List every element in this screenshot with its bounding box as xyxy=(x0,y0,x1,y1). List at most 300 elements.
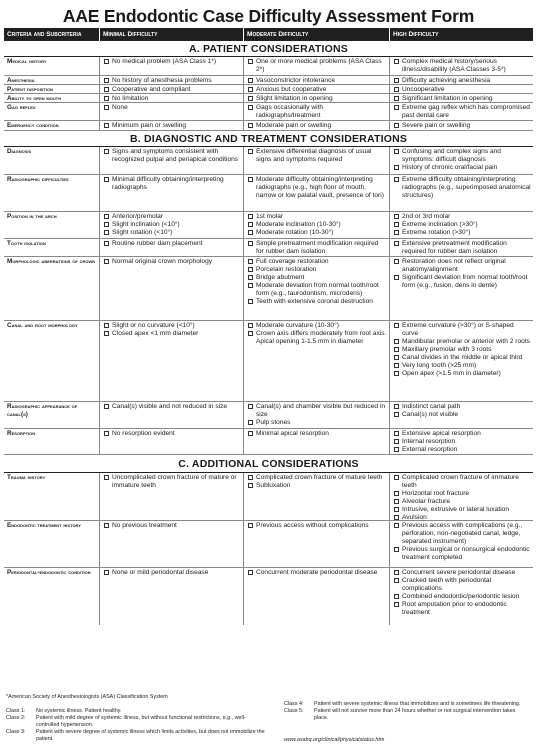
checkbox[interactable] xyxy=(394,507,399,512)
checklist-item xyxy=(247,298,387,306)
checklist-item xyxy=(393,354,531,362)
checkbox[interactable] xyxy=(394,347,399,352)
criteria-label: Tooth isolation xyxy=(7,240,46,247)
checkbox[interactable] xyxy=(104,96,109,101)
checkbox[interactable] xyxy=(104,404,109,409)
checkbox[interactable] xyxy=(394,230,399,235)
moderate-difficulty-cell xyxy=(243,321,389,401)
checklist-item xyxy=(247,274,387,282)
checkbox[interactable] xyxy=(104,214,109,219)
checklist-item xyxy=(103,122,241,130)
asa-class-line xyxy=(284,701,530,708)
checkbox[interactable] xyxy=(104,230,109,235)
criteria-label: Trauma history xyxy=(7,474,46,481)
criteria-row xyxy=(4,85,533,94)
checklist-item xyxy=(103,569,241,577)
high-difficulty-cell xyxy=(389,402,533,428)
moderate-difficulty-cell xyxy=(243,121,389,130)
checklist-item xyxy=(103,176,241,192)
checklist-item xyxy=(247,569,387,577)
minimal-difficulty-cell xyxy=(99,239,243,256)
item-text: Minimal apical resorption xyxy=(256,430,329,437)
checklist-item xyxy=(393,104,531,120)
checkbox[interactable] xyxy=(248,299,253,304)
header-high: High Difficulty xyxy=(389,28,533,41)
checklist-item xyxy=(393,370,531,378)
item-text: Full coverage restoration xyxy=(256,258,329,265)
checklist-item xyxy=(103,213,241,221)
item-text: Minimum pain or swelling xyxy=(112,122,187,129)
item-text: History of chronic oral/facial pain xyxy=(402,164,498,171)
criteria-row xyxy=(4,175,533,212)
item-text: Slight limitation in opening xyxy=(256,95,333,102)
item-text: Simple pretreatment modification required for rubber dam isolation xyxy=(256,240,379,255)
item-text: Concurrent severe periodontal disease xyxy=(402,569,516,576)
item-text: Vasoconstrictor intolerance xyxy=(256,77,336,84)
criteria-label: Ability to open mouth xyxy=(7,95,62,102)
checkbox[interactable] xyxy=(104,323,109,328)
high-difficulty-cell xyxy=(389,94,533,102)
item-text: Moderate curvature (10-30°) xyxy=(256,322,339,329)
item-text: Pulp stones xyxy=(256,419,291,426)
checklist-item xyxy=(393,164,531,172)
checklist-item xyxy=(247,258,387,266)
checkbox[interactable] xyxy=(394,363,399,368)
checklist-item xyxy=(393,498,531,506)
criteria-row xyxy=(4,321,533,402)
checkbox[interactable] xyxy=(394,404,399,409)
item-text: No previous treatment xyxy=(112,522,177,529)
table-header xyxy=(4,28,533,41)
item-text: Signs and symptoms consistent with recognized pulpal and periapical conditions xyxy=(112,148,239,163)
checkbox[interactable] xyxy=(248,404,253,409)
moderate-difficulty-cell xyxy=(243,175,389,211)
moderate-difficulty-cell xyxy=(243,568,389,625)
checkbox[interactable] xyxy=(248,275,253,280)
criteria-row xyxy=(4,121,533,131)
checklist-item xyxy=(393,240,531,256)
checklist-item xyxy=(247,221,387,229)
checklist-item xyxy=(247,104,387,120)
moderate-difficulty-cell xyxy=(243,94,389,102)
criteria-label: Position in the arch xyxy=(7,213,57,220)
checklist-item xyxy=(103,77,241,84)
checklist-item xyxy=(247,282,387,298)
checkbox[interactable] xyxy=(248,177,253,182)
criteria-label: Morphologic aberrations of crown xyxy=(7,258,96,265)
minimal-difficulty-cell xyxy=(99,103,243,120)
checklist-item xyxy=(393,148,531,164)
item-text: Routine rubber dam placement xyxy=(112,240,203,247)
moderate-difficulty-cell xyxy=(243,473,389,520)
high-difficulty-cell xyxy=(389,239,533,256)
checkbox[interactable] xyxy=(394,78,399,83)
item-text: None xyxy=(112,104,128,111)
checklist-item xyxy=(103,58,241,66)
checkbox[interactable] xyxy=(104,241,109,246)
checkbox[interactable] xyxy=(248,230,253,235)
section-title: C. ADDITIONAL CONSIDERATIONS xyxy=(4,455,533,473)
item-text: Uncomplicated crown fracture of mature or immature teeth xyxy=(112,474,237,489)
form-sections xyxy=(4,41,533,625)
checkbox[interactable] xyxy=(394,431,399,436)
checklist-item xyxy=(393,438,531,446)
checklist-item xyxy=(247,266,387,274)
item-text: No history of anesthesia problems xyxy=(112,77,212,84)
checkbox[interactable] xyxy=(394,241,399,246)
checkbox[interactable] xyxy=(248,323,253,328)
criteria-label: Anesthesia xyxy=(7,77,35,84)
checklist-item xyxy=(247,419,387,427)
checkbox[interactable] xyxy=(104,149,109,154)
checkbox[interactable] xyxy=(104,87,109,92)
moderate-difficulty-cell xyxy=(243,212,389,238)
checkbox[interactable] xyxy=(394,355,399,360)
item-text: Mandibular premolar or anterior with 2 roots xyxy=(402,338,530,345)
minimal-difficulty-cell xyxy=(99,76,243,84)
checkbox[interactable] xyxy=(104,177,109,182)
high-difficulty-cell xyxy=(389,568,533,625)
checkbox[interactable] xyxy=(104,59,109,64)
moderate-difficulty-cell xyxy=(243,76,389,84)
asa-class-key: Class 4: xyxy=(284,701,304,707)
asa-class-key: Class 5: xyxy=(284,708,304,714)
checkbox[interactable] xyxy=(248,78,253,83)
checkbox[interactable] xyxy=(394,602,399,607)
item-text: Slight rotation (<10°) xyxy=(112,229,173,236)
checklist-item xyxy=(393,362,531,370)
checkbox[interactable] xyxy=(104,78,109,83)
moderate-difficulty-cell xyxy=(243,239,389,256)
checkbox[interactable] xyxy=(248,123,253,128)
item-text: Indistinct canal path xyxy=(402,403,461,410)
checklist-item xyxy=(103,430,241,438)
criteria-row xyxy=(4,402,533,429)
section-title: A. PATIENT CONSIDERATIONS xyxy=(4,41,533,57)
checkbox[interactable] xyxy=(248,222,253,227)
item-text: Root amputation prior to endodontic treatment xyxy=(402,601,507,616)
criteria-row xyxy=(4,57,533,76)
item-text: Cracked teeth with periodontal complications xyxy=(402,577,492,592)
checklist-item xyxy=(393,322,531,338)
section-title: B. DIAGNOSTIC AND TREATMENT CONSIDERATIONS xyxy=(4,131,533,147)
checklist-item xyxy=(393,522,531,546)
checklist-item xyxy=(393,86,531,93)
checklist-item xyxy=(393,593,531,601)
high-difficulty-cell xyxy=(389,85,533,93)
checkbox[interactable] xyxy=(248,87,253,92)
checkbox[interactable] xyxy=(394,339,399,344)
asa-class-line xyxy=(6,708,268,715)
criteria-label: Periodontal-endodontic condition xyxy=(7,569,91,576)
checklist-item xyxy=(103,148,241,164)
item-text: Extensive apical resorption xyxy=(402,430,481,437)
checkbox[interactable] xyxy=(394,570,399,575)
checkbox[interactable] xyxy=(104,259,109,264)
checkbox[interactable] xyxy=(248,267,253,272)
high-difficulty-cell xyxy=(389,175,533,211)
asa-class-key: Class 1: xyxy=(6,708,26,714)
checklist-item xyxy=(103,86,241,93)
checklist-item xyxy=(393,403,531,411)
high-difficulty-cell xyxy=(389,321,533,401)
criteria-label: Radiographic difficulties xyxy=(7,176,69,183)
item-text: Concurrent moderate periodontal disease xyxy=(256,569,378,576)
item-text: Difficulty achieving anesthesia xyxy=(402,77,491,84)
header-minimal: Minimal Difficulty xyxy=(99,28,243,41)
checkbox[interactable] xyxy=(104,570,109,575)
checklist-item xyxy=(247,58,387,74)
checkbox[interactable] xyxy=(104,123,109,128)
moderate-difficulty-cell xyxy=(243,103,389,120)
checkbox[interactable] xyxy=(104,222,109,227)
minimal-difficulty-cell xyxy=(99,568,243,625)
checkbox[interactable] xyxy=(394,177,399,182)
criteria-label: Resorption xyxy=(7,430,36,437)
footnote-title: *American Society of Anesthesiologists (ASA) Classification System xyxy=(6,694,168,700)
item-text: Cooperative and compliant xyxy=(112,86,191,93)
checkbox[interactable] xyxy=(248,105,253,110)
item-text: Intrusive, extrusive or lateral luxation xyxy=(402,506,510,513)
checkbox[interactable] xyxy=(394,412,399,417)
checklist-item xyxy=(393,411,531,419)
checkbox[interactable] xyxy=(104,475,109,480)
high-difficulty-cell xyxy=(389,57,533,75)
checklist-item xyxy=(103,258,241,266)
high-difficulty-cell xyxy=(389,473,533,520)
item-text: Anterior/premolar xyxy=(112,213,163,220)
checklist-item xyxy=(247,77,387,84)
checkbox[interactable] xyxy=(394,87,399,92)
minimal-difficulty-cell xyxy=(99,521,243,567)
criteria-row xyxy=(4,257,533,321)
checklist-item xyxy=(393,546,531,562)
item-text: Moderate pain or swelling xyxy=(256,122,332,129)
checkbox[interactable] xyxy=(248,570,253,575)
checkbox[interactable] xyxy=(104,331,109,336)
checkbox[interactable] xyxy=(394,447,399,452)
minimal-difficulty-cell xyxy=(99,175,243,211)
item-text: Bridge abutment xyxy=(256,274,305,281)
checkbox[interactable] xyxy=(394,323,399,328)
item-text: 2nd or 3rd molar xyxy=(402,213,451,220)
item-text: Extreme difficulty obtaining/interpreting radiographs (e.g., superimposed anatomical structures) xyxy=(402,176,531,199)
moderate-difficulty-cell xyxy=(243,521,389,567)
moderate-difficulty-cell xyxy=(243,429,389,454)
criteria-label: Radiographic appearance of canal(s) xyxy=(7,403,78,418)
checklist-item xyxy=(393,229,531,237)
minimal-difficulty-cell xyxy=(99,257,243,320)
checkbox[interactable] xyxy=(248,475,253,480)
checkbox[interactable] xyxy=(394,499,399,504)
minimal-difficulty-cell xyxy=(99,57,243,75)
moderate-difficulty-cell xyxy=(243,257,389,320)
checkbox[interactable] xyxy=(248,96,253,101)
item-text: Closed apex <1 mm diameter xyxy=(112,330,199,337)
item-text: Teeth with extensive coronal destruction xyxy=(256,298,373,305)
asa-class-description: Patient with severe degree of systemic illness which limits activities, but does not immobilize the patient. xyxy=(36,729,265,742)
checkbox[interactable] xyxy=(248,59,253,64)
checkbox[interactable] xyxy=(394,123,399,128)
checklist-item xyxy=(103,474,241,490)
item-text: Moderate rotation (10-30°) xyxy=(256,229,334,236)
criteria-label: Endodontic treatment history xyxy=(7,522,81,529)
item-text: Complex medical history/serious illness/disability (ASA Classes 3-5*) xyxy=(402,58,506,73)
item-text: Previous access with complications (e.g., perforation, non-negotiated canal, ledge, separated instrument) xyxy=(402,522,523,545)
high-difficulty-cell xyxy=(389,257,533,320)
checklist-item xyxy=(103,330,241,338)
checkbox[interactable] xyxy=(104,431,109,436)
checklist-item xyxy=(393,474,531,490)
header-criteria: Criteria and Subcriteria xyxy=(7,31,82,38)
checkbox[interactable] xyxy=(394,515,399,520)
item-text: Internal resorption xyxy=(402,438,456,445)
checkbox[interactable] xyxy=(104,523,109,528)
item-text: Canal(s) visible and not reduced in size xyxy=(112,403,228,410)
checklist-item xyxy=(393,577,531,593)
item-text: Avulsion xyxy=(402,514,427,520)
item-text: Crown axis differs moderately from root axis. Apical opening 1-1.5 mm in diameter xyxy=(256,330,387,345)
item-text: Combined endodontic/periodontic lesion xyxy=(402,593,520,600)
item-text: Canal(s) not visible xyxy=(402,411,459,418)
high-difficulty-cell xyxy=(389,121,533,130)
item-text: None or mild periodontal disease xyxy=(112,569,209,576)
checklist-item xyxy=(393,176,531,200)
checkbox[interactable] xyxy=(394,149,399,154)
asa-class-key: Class 2: xyxy=(6,715,26,721)
checklist-item xyxy=(393,221,531,229)
item-text: Open apex (>1.5 mm in diameter) xyxy=(402,370,501,377)
criteria-row xyxy=(4,239,533,257)
footnote-classes-left xyxy=(6,708,268,743)
item-text: Porcelain restoration xyxy=(256,266,317,273)
checkbox[interactable] xyxy=(248,241,253,246)
checklist-item xyxy=(247,176,387,200)
asa-class-description: Patient with severe systemic illness that immobilizes and is sometimes life threatening. xyxy=(314,701,521,707)
criteria-label: Gag reflex xyxy=(7,104,36,111)
checklist-item xyxy=(393,58,531,74)
checkbox[interactable] xyxy=(394,523,399,528)
checklist-item xyxy=(393,446,531,454)
minimal-difficulty-cell xyxy=(99,473,243,520)
item-text: One or more medical problems (ASA Class 2*) xyxy=(256,58,382,73)
checkbox[interactable] xyxy=(394,96,399,101)
checkbox[interactable] xyxy=(394,275,399,280)
checkbox[interactable] xyxy=(394,594,399,599)
item-text: Uncooperative xyxy=(402,86,445,93)
checklist-item xyxy=(247,95,387,102)
moderate-difficulty-cell xyxy=(243,85,389,93)
checkbox[interactable] xyxy=(394,547,399,552)
item-text: Previous surgical or nonsurgical endodontic treatment completed xyxy=(402,546,530,561)
criteria-row xyxy=(4,212,533,239)
asa-class-line xyxy=(284,708,530,722)
checkbox[interactable] xyxy=(248,283,253,288)
checkbox[interactable] xyxy=(394,222,399,227)
checkbox[interactable] xyxy=(104,105,109,110)
checkbox[interactable] xyxy=(248,483,253,488)
criteria-row xyxy=(4,473,533,521)
checkbox[interactable] xyxy=(394,165,399,170)
asa-class-description: No systemic illness. Patient healthy. xyxy=(36,708,122,714)
checklist-item xyxy=(247,86,387,93)
checklist-item xyxy=(393,95,531,102)
checklist-item xyxy=(103,104,241,112)
checkbox[interactable] xyxy=(394,475,399,480)
minimal-difficulty-cell xyxy=(99,121,243,130)
checkbox[interactable] xyxy=(394,578,399,583)
criteria-row xyxy=(4,76,533,85)
checklist-item xyxy=(393,346,531,354)
checkbox[interactable] xyxy=(394,59,399,64)
asa-class-line xyxy=(6,729,268,743)
item-text: Complicated crown fracture of immature teeth xyxy=(402,474,519,489)
moderate-difficulty-cell xyxy=(243,57,389,75)
item-text: Extensive differential diagnosis of usual signs and symptoms required xyxy=(256,148,372,163)
high-difficulty-cell xyxy=(389,76,533,84)
checkbox[interactable] xyxy=(248,331,253,336)
item-text: Minimal difficulty obtaining/interpreting radiographs xyxy=(112,176,224,191)
checkbox[interactable] xyxy=(248,259,253,264)
criteria-label: Medical history xyxy=(7,58,47,65)
checklist-item xyxy=(247,122,387,130)
item-text: Confusing and complex signs and symptoms: difficult diagnosis xyxy=(402,148,501,163)
high-difficulty-cell xyxy=(389,103,533,120)
checklist-item xyxy=(103,322,241,330)
item-text: No limitation xyxy=(112,95,149,102)
checkbox[interactable] xyxy=(394,259,399,264)
item-text: Complicated crown fracture of mature teeth xyxy=(256,474,383,481)
criteria-row xyxy=(4,94,533,103)
checkbox[interactable] xyxy=(394,371,399,376)
item-text: Gags occasionally with radiographs/treatment xyxy=(256,104,324,119)
checklist-item xyxy=(393,601,531,617)
item-text: Normal original crown morphology xyxy=(112,258,213,265)
item-text: Moderate deviation from normal tooth/root form (e.g., taurodontism, microdens) xyxy=(256,282,379,297)
item-text: Anxious but cooperative xyxy=(256,86,327,93)
item-text: Moderate inclination (10-30°) xyxy=(256,221,341,228)
checkbox[interactable] xyxy=(394,491,399,496)
criteria-row xyxy=(4,103,533,121)
criteria-row xyxy=(4,147,533,175)
checkbox[interactable] xyxy=(394,214,399,219)
checkbox[interactable] xyxy=(248,420,253,425)
checkbox[interactable] xyxy=(248,431,253,436)
checklist-item xyxy=(393,213,531,221)
checklist-item xyxy=(247,474,387,482)
item-text: Moderate difficulty obtaining/interpreting radiographs (e.g., high floor of mouth, narrow or low palatal vault, presence of tori) xyxy=(256,176,384,199)
minimal-difficulty-cell xyxy=(99,147,243,174)
item-text: Maxillary premolar with 3 roots xyxy=(402,346,492,353)
checklist-item xyxy=(247,148,387,164)
item-text: Canal divides in the middle or apical third xyxy=(402,354,523,361)
checklist-item xyxy=(247,322,387,330)
checklist-item xyxy=(393,506,531,514)
checkbox[interactable] xyxy=(248,523,253,528)
checklist-item xyxy=(247,240,387,256)
checkbox[interactable] xyxy=(394,439,399,444)
checklist-item xyxy=(103,522,241,530)
item-text: Extreme inclination (>30°) xyxy=(402,221,478,228)
checkbox[interactable] xyxy=(248,214,253,219)
footnote-website: www.asahq.org/clinical/physicalstatus.htm xyxy=(284,737,385,743)
criteria-label: Diagnosis xyxy=(7,148,32,155)
item-text: Extreme rotation (>30°) xyxy=(402,229,471,236)
checkbox[interactable] xyxy=(394,105,399,110)
checkbox[interactable] xyxy=(248,149,253,154)
item-text: Previous access without complications xyxy=(256,522,369,529)
minimal-difficulty-cell xyxy=(99,212,243,238)
